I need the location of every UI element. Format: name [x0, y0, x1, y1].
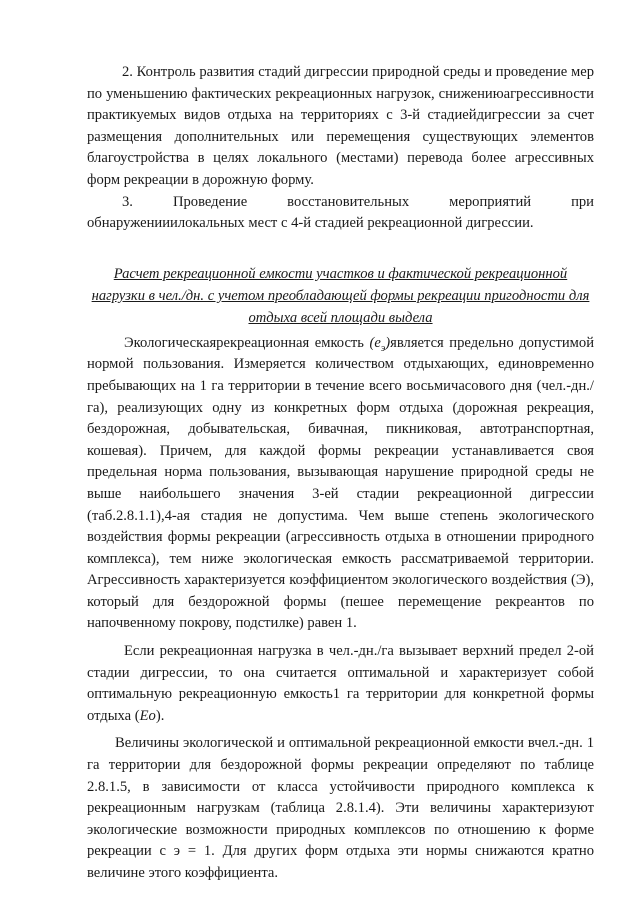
section-heading: Расчет рекреационной емкости участков и фактической рекреационной нагрузки в чел./дн. с учетом преобладающей формы рекреации пригодности для отдыха всей площади выдела	[91, 265, 590, 326]
capacity-symbol: $(е_э)$	[369, 334, 391, 354]
capacity-text-start: Экологическаярекреационная емкость	[124, 334, 370, 351]
capacity-text-rest: является предельно допустимой нормой пользования. Измеряется количеством отдыхающих, единовременно пребывающих на 1 га территории в течение всего восьмичасового дня (чел.-дн./га), реализующих одну из конкретных форм отдыха (дорожная рекреация, бездорожная, добывательская, бивачная, пикниковая, автотранспортная, кошевая). Причем, для каждой формы рекреации устанавливается своя предельная норма пользования, вызывающая нарушение природной среды не выше наибольшего значения 3-ей стадии рекреационной дигрессии (таб.2.8.1.1),4-ая стадия не допустима. Чем выше степень экологического воздействия формы рекреации (агрессивность отдыха в отношении природного комплекса), тем ниже экологическая емкость рассматриваемой территории. Агрессивность характеризуется коэффициентом экологического воздействия (Э), который для бездорожной формы (пешее перемещение рекреантов по напочвенному покрову, подстилке) равен 1.	[87, 334, 594, 632]
optimal-capacity-symbol: Ео	[139, 707, 156, 724]
paragraph-restoration: 3. Проведение восстановительных мероприятий при обнаруженииилокальных мест с 4-й стадией рекреационной дигрессии.	[87, 193, 594, 232]
paragraph-capacity-values: Величины экологической и оптимальной рекреационной емкости вчел.-дн. 1 га территории для бездорожной формы рекреации определяют по таблице 2.8.1.5, в зависимости от класса устойчивости природного комплекса к рекреационным нагрузкам (таблица 2.8.1.4). Эти величины характеризуют экологические возможности природных комплексов по отношению к форме рекреации с э = 1. Для других форм отдыха эти нормы снижаются кратно величине этого коэффициента.	[87, 735, 594, 881]
document-page	[87, 62, 594, 885]
paragraph-ecological-capacity	[87, 333, 594, 635]
paragraph-control-digression: 2. Контроль развития стадий дигрессии природной среды и проведение мер по уменьшению фактических рекреационных нагрузок, снижениюагрессивности практикуемых видов отдыха на территориях с 3-й стадиейдигрессии за счет размещения дополнительных или перемещения существующих элементов благоустройства в целях локального (местами) перевода более агрессивных форм рекреации в дорожную форму.	[87, 64, 594, 188]
paragraph-optimal-capacity: Если рекреационная нагрузка в чел.-дн./га вызывает верхний предел 2-ой стадии дигрессии, то она считается оптимальной и характеризует собой оптимальную рекреационную емкость1 га территории для конкретной формы отдыха (Ео).	[87, 643, 594, 724]
